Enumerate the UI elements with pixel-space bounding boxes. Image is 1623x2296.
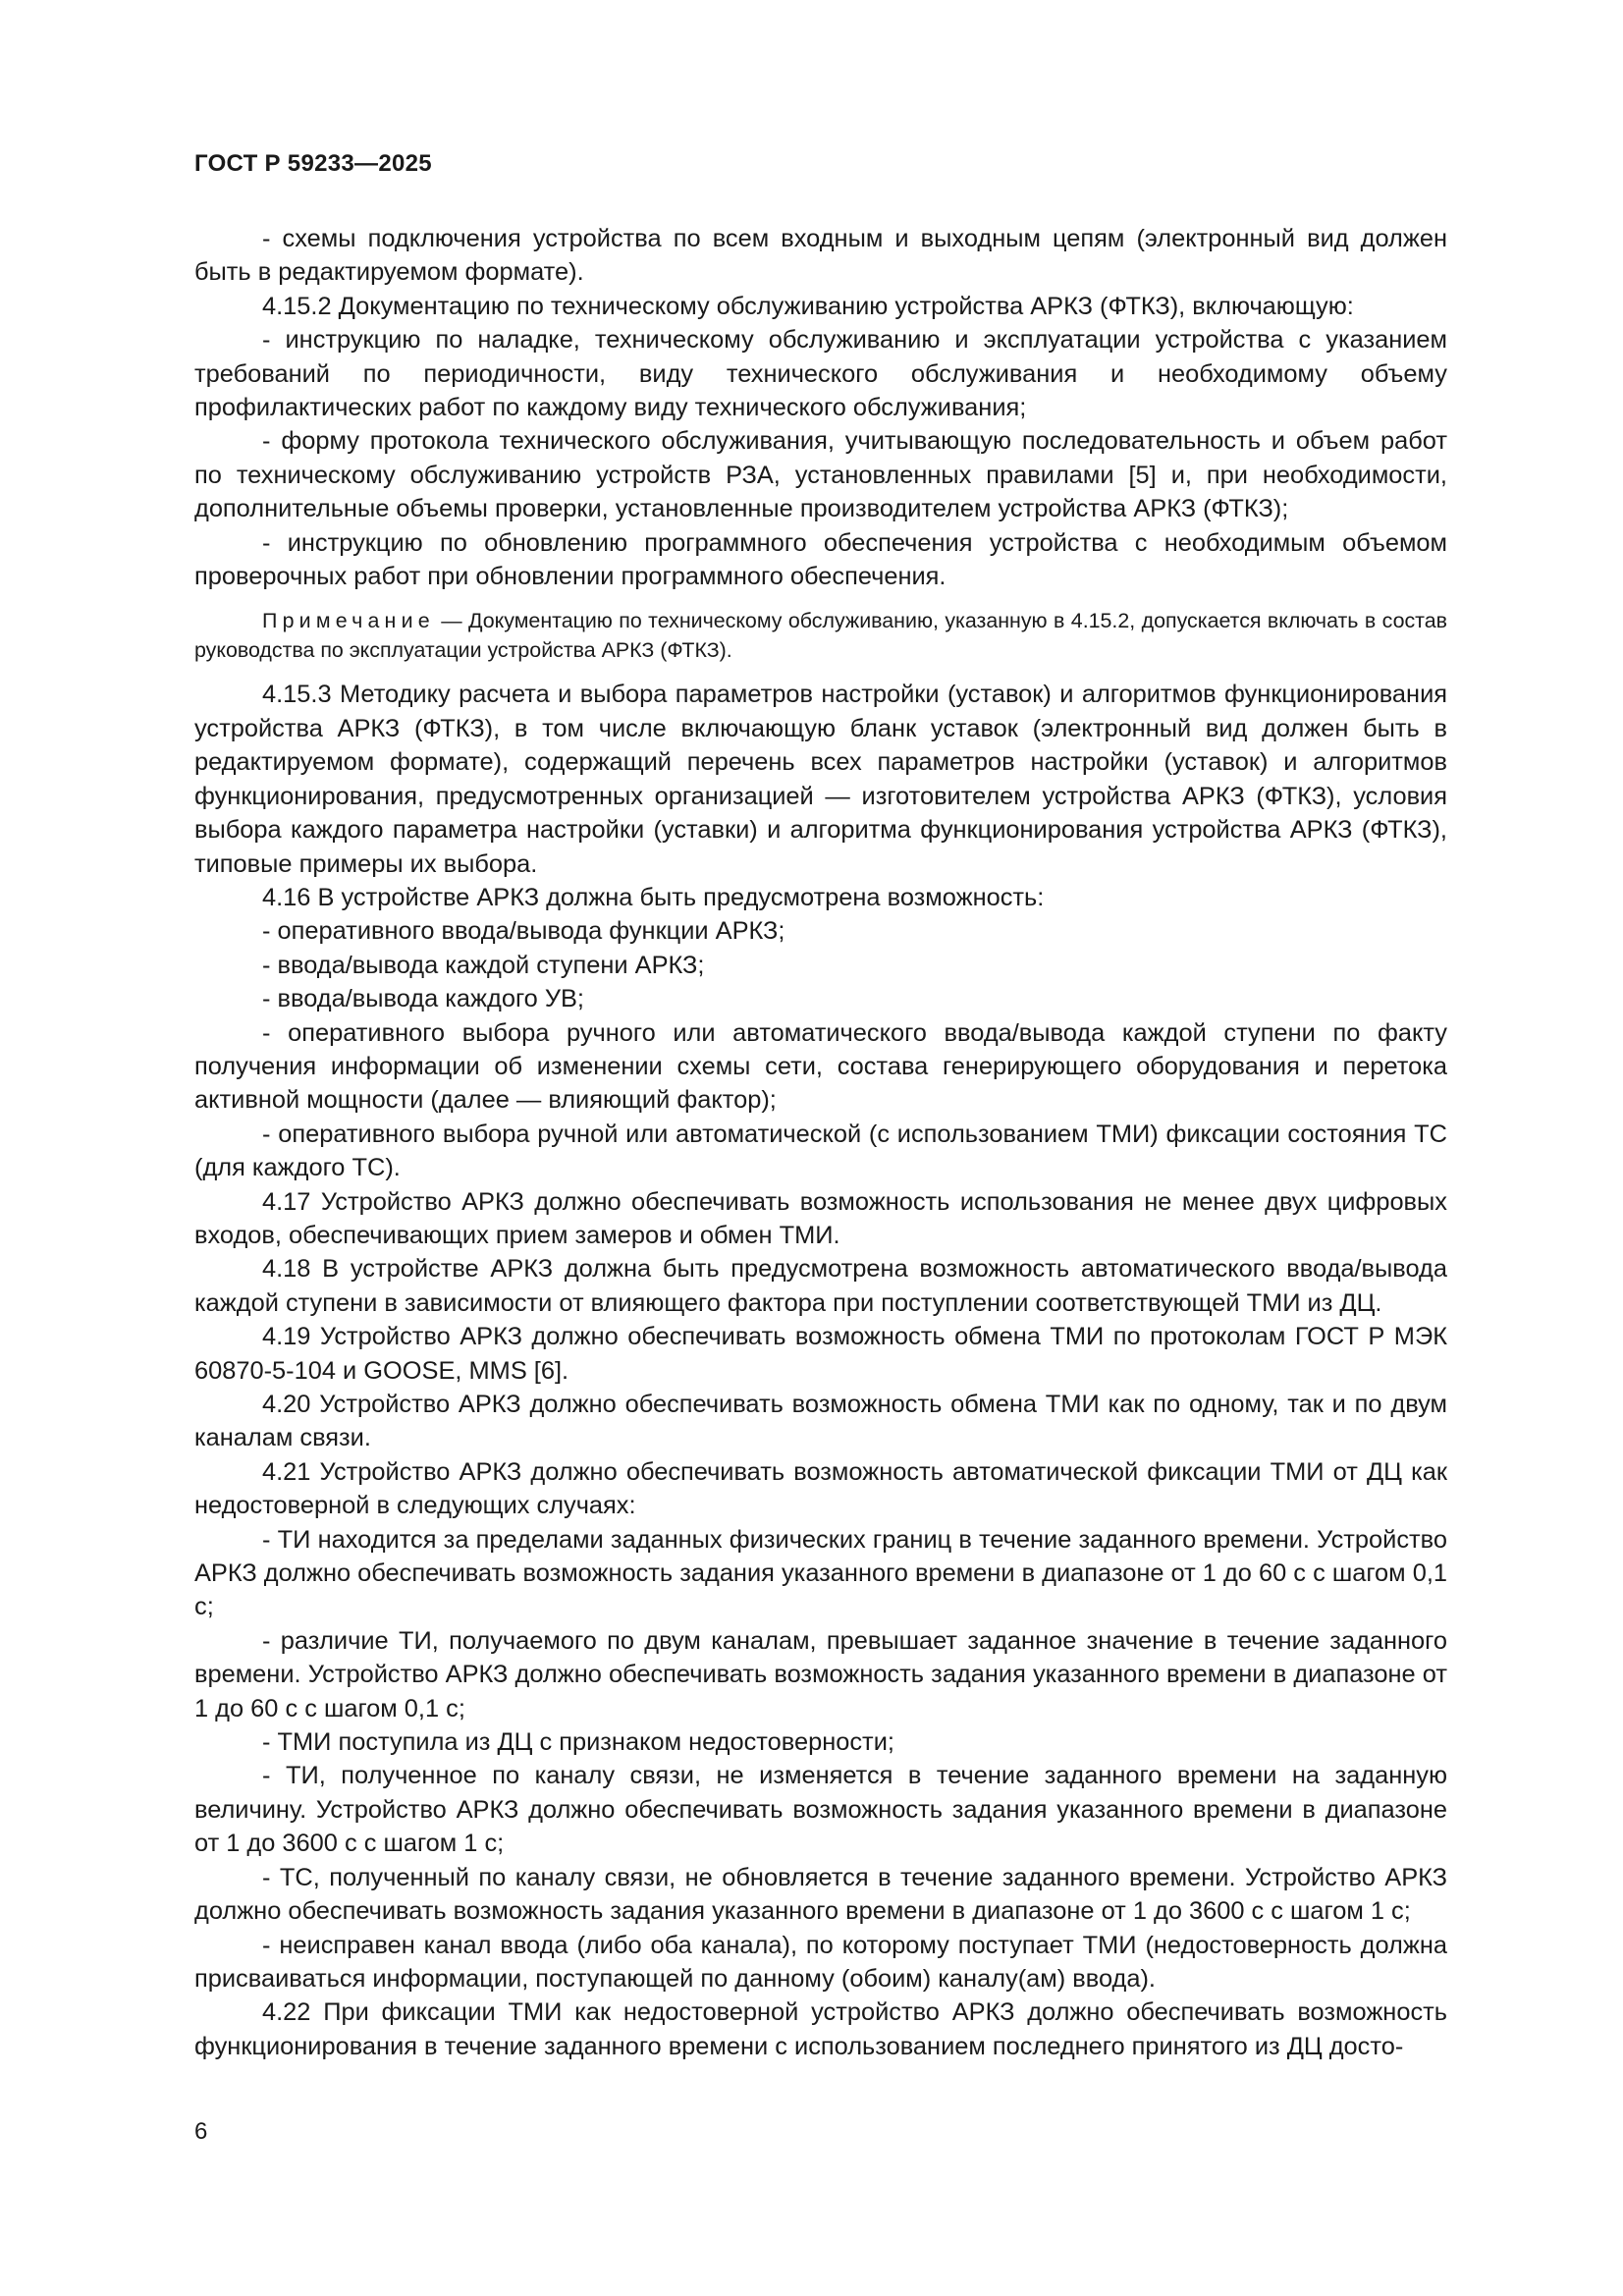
note-text: — Документацию по техническому обслуживанию, указанную в 4.15.2, допускается включать в состав руководства по эксплуатации устройства АРКЗ (ФТКЗ). bbox=[194, 609, 1447, 663]
note-label: Примечание bbox=[262, 609, 435, 633]
document-header: ГОСТ Р 59233—2025 bbox=[194, 150, 432, 177]
list-item: - различие ТИ, получаемого по двум каналам, превышает заданное значение в течение заданного времени. Устройство АРКЗ должно обеспечивать возможность задания указанного времени в диапазоне от 1 до 60 с с шагом 0,1 с; bbox=[194, 1626, 1447, 1722]
paragraph: - форму протокола технического обслуживания, учитывающую последовательность и объем работ по техническому обслуживанию устройств РЗА, установленных правилами [5] и, при необходимости, дополнительные объемы проверки, установленные производителем устройства АРКЗ (ФТКЗ); bbox=[194, 427, 1447, 523]
paragraph: 4.16 В устройстве АРКЗ должна быть предусмотрена возможность: bbox=[262, 883, 1045, 911]
paragraph: 4.15.3 Методику расчета и выбора параметров настройки (уставок) и алгоритмов функционирования устройства АРКЗ (ФТКЗ), в том числе включающую бланк уставок (электронный вид должен быть в редактируемом формате), содержащий перечень всех параметров настройки (уставок) и алгоритмов функционирования, предусмотренных организацией — изготовителем устройства АРКЗ (ФТКЗ), условия выбора каждого параметра настройки (уставки) и алгоритма функционирования устройства АРКЗ (ФТКЗ), типовые примеры их выбора. bbox=[194, 681, 1447, 878]
list-item: - ввода/вывода каждого УВ; bbox=[262, 985, 584, 1013]
list-item: - оперативного выбора ручной или автоматической (с использованием ТМИ) фиксации состояния ТС (для каждого ТС). bbox=[194, 1120, 1447, 1182]
list-item: - ТИ находится за пределами заданных физических границ в течение заданного времени. Устройство АРКЗ должно обеспечивать возможность задания указанного времени в диапазоне от 1 до 60 с с шагом 0,1 с; bbox=[194, 1525, 1447, 1621]
paragraph: 4.15.2 Документацию по техническому обслуживанию устройства АРКЗ (ФТКЗ), включающую: bbox=[262, 292, 1354, 320]
list-item: - оперативного ввода/вывода функции АРКЗ; bbox=[262, 917, 785, 946]
list-item: - неисправен канал ввода (либо оба канала), по которому поступает ТМИ (недостоверность должна присваиваться информации, поступающей по данному (обоим) каналу(ам) ввода). bbox=[194, 1931, 1447, 1993]
list-item: - ТМИ поступила из ДЦ с признаком недостоверности; bbox=[262, 1728, 894, 1757]
paragraph: 4.18 В устройстве АРКЗ должна быть предусмотрена возможность автоматического ввода/вывода каждой ступени в зависимости от влияющего фактора при поступлении соответствующей ТМИ из ДЦ. bbox=[194, 1255, 1447, 1317]
paragraph: 4.20 Устройство АРКЗ должно обеспечивать возможность обмена ТМИ как по одному, так и по двум каналам связи. bbox=[194, 1391, 1447, 1452]
note bbox=[194, 606, 1447, 665]
page-number: 6 bbox=[194, 2118, 208, 2145]
paragraph: 4.17 Устройство АРКЗ должно обеспечивать возможность использования не менее двух цифровых входов, обеспечивающих прием замеров и обмен ТМИ. bbox=[194, 1187, 1447, 1249]
paragraph: 4.19 Устройство АРКЗ должно обеспечивать возможность обмена ТМИ по протоколам ГОСТ Р МЭК 60870-5-104 и GOOSE, MMS [6]. bbox=[194, 1323, 1447, 1385]
paragraph: - инструкцию по наладке, техническому обслуживанию и эксплуатации устройства с указанием требований по периодичности, виду технического обслуживания и необходимому объему профилактических работ по каждому виду технического обслуживания; bbox=[194, 326, 1447, 422]
list-item: - оперативного выбора ручного или автоматического ввода/вывода каждой ступени по факту получения информации об изменении схемы сети, состава генерирующего оборудования и перетока активной мощности (далее — влияющий фактор); bbox=[194, 1018, 1447, 1115]
paragraph: - схемы подключения устройства по всем входным и выходным цепям (электронный вид должен быть в редактируемом формате). bbox=[194, 225, 1447, 287]
paragraph: 4.22 При фиксации ТМИ как недостоверной устройство АРКЗ должно обеспечивать возможность функционирования в течение заданного времени с использованием последнего принятого из ДЦ досто- bbox=[194, 1998, 1447, 2060]
paragraph: - инструкцию по обновлению программного обеспечения устройства с необходимым объемом проверочных работ при обновлении программного обеспечения. bbox=[194, 528, 1447, 591]
list-item: - ТС, полученный по каналу связи, не обновляется в течение заданного времени. Устройство АРКЗ должно обеспечивать возможность задания указанного времени в диапазоне от 1 до 3600 с с шагом 1 с; bbox=[194, 1863, 1447, 1926]
list-item: - ввода/вывода каждой ступени АРКЗ; bbox=[262, 951, 705, 979]
list-item: - ТИ, полученное по каналу связи, не изменяется в течение заданного времени на заданную величину. Устройство АРКЗ должно обеспечивать возможность задания указанного времени в диапазоне от 1 до 3600 с с шагом 1 с; bbox=[194, 1762, 1447, 1858]
document-body bbox=[194, 222, 1447, 2063]
paragraph: 4.21 Устройство АРКЗ должно обеспечивать возможность автоматической фиксации ТМИ от ДЦ как недостоверной в следующих случаях: bbox=[194, 1457, 1447, 1520]
